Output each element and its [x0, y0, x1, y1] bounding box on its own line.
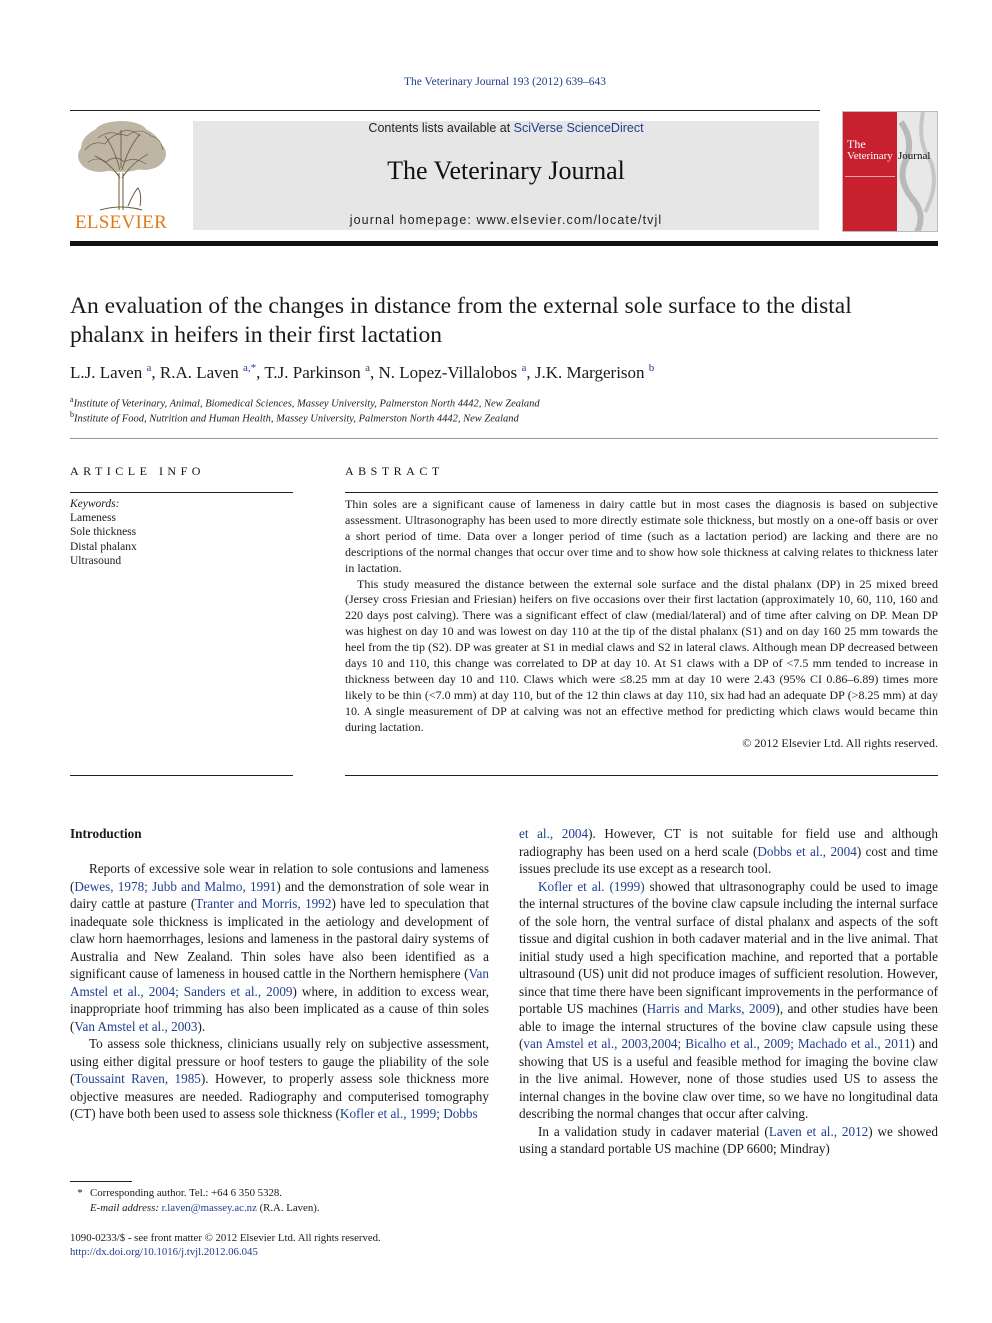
introduction-heading: Introduction: [70, 826, 142, 841]
keyword: Ultrasound: [70, 554, 122, 567]
affiliation-a: [70, 395, 938, 410]
header-thick-rule: [70, 241, 938, 246]
issn-line: 1090-0233/$ - see front matter © 2012 Elsevier Ltd. All rights reserved.: [70, 1232, 381, 1244]
affiliation-b: [70, 410, 938, 425]
cover-title-line1: The: [847, 137, 866, 151]
body-left-column: [70, 825, 489, 1123]
citation-link[interactable]: Dobbs et al., 2004: [757, 843, 857, 859]
cover-title-line3: Journal: [898, 150, 931, 162]
body-paragraph: [519, 825, 938, 878]
affiliation-marker: b: [70, 410, 74, 419]
body-right-column: [519, 825, 938, 1158]
journal-homepage[interactable]: journal homepage: www.elsevier.com/locate/tvjl: [349, 213, 663, 227]
citation-link[interactable]: Laven et al., 2012: [768, 1123, 869, 1139]
body-text: ).: [197, 1018, 206, 1034]
citation-link[interactable]: van Amstel et al., 2003,2004; Bicalho et al., 2009; Machado et al., 2011: [523, 1036, 911, 1051]
abstract-paragraph: This study measured the distance between the external sole surface and the distal phalanx (DP) in 25 mixed breed (Jersey cross Friesian and Friesian) heifers on five occasions over their first lactation (approximately 10, 60, 110, 160 and 220 days post calving). There was a significant effect of claw (medial/lateral) and of time after calving on DP. Mean DP was highest on day 10 and was lowest on day 110 at the tip of the distal phalanx (S1) and on day 160 25 mm towards the heel from the tip (S2). DP was greater at S1 in medial claws and S2 in lateral claws. Although mean DP decreased between days 10 and 110, this change was correlated to DP at day 10. At S1 claws with a DP of <7.5 mm tended to increase in thickness between day 10 and 110. Claws which were ≤8.25 mm at day 10 were 2.43 (95% CI 0.86–6.89) times more likely to be thin (<7.0 mm) at day 110, but of the 12 thin claws at day 110, six had had an adequate DP (>8.25 mm) at day 10. A single measurement of DP at calving was not an effective method for predicting which claws would became thin during lactation.: [345, 576, 938, 734]
elsevier-tree-icon: [70, 118, 172, 212]
email-label: E-mail address:: [90, 1202, 159, 1214]
body-text: ) and showing that US is a useful and feasible method for imaging the bovine claw in the live animal. However, none of those studies used US to assess the internal changes in the bovine claw over time, so we have no longitudinal data describing the normal changes that occur after calving.: [519, 1036, 938, 1121]
body-paragraph: [519, 878, 938, 1123]
abstract-body: [345, 497, 938, 752]
citation-link[interactable]: et al., 2004: [519, 826, 589, 841]
body-text: ) cost and time issues preclude its use except as a research tool.: [519, 843, 938, 876]
keyword: Lameness: [70, 512, 116, 525]
author-affil-marker[interactable]: a: [146, 362, 152, 374]
email-owner: (R.A. Laven).: [259, 1202, 320, 1214]
citation-link[interactable]: Kofler et al., 1999; Dobbs: [339, 1106, 478, 1121]
keywords-label: Keywords:: [70, 498, 120, 510]
author-name[interactable]: L.J. Laven: [70, 363, 143, 382]
author-name[interactable]: T.J. Parkinson: [264, 363, 361, 382]
abstract-paragraph: Thin soles are a significant cause of lameness in dairy cattle but in most cases the diagnosis is based on subjective assessment. Ultrasonography has been used to more directly estimate sole thickness, but mostly on a one-off basis or over a short period of time. Data over a longer period of time (such as a lactation period) are lacking and there are no descriptions of the normal changes that occur over time and to show how sole thickness at calving relates to thickness later in lactation.: [345, 497, 938, 575]
body-paragraph: [70, 860, 489, 1035]
body-text: ) we showed using a standard portable US machine (DP 6600; Mindray): [519, 1123, 939, 1156]
doi-link[interactable]: http://dx.doi.org/10.1016/j.tvjl.2012.06.045: [70, 1246, 258, 1258]
affiliation-text: Institute of Food, Nutrition and Human Health, Massey University, Palmerston North 4442, New Zealand: [74, 413, 519, 425]
affiliation-text: Institute of Veterinary, Animal, Biomedical Sciences, Massey University, Palmerston North 4442, New Zealand: [73, 398, 540, 410]
cover-image: [843, 112, 938, 232]
citation-link[interactable]: Dewes, 1978; Jubb and Malmo, 1991: [74, 878, 277, 894]
corresponding-text: Corresponding author. Tel.: +64 6 350 5328.: [90, 1187, 282, 1199]
affiliation-marker: a: [70, 395, 74, 404]
citation-link[interactable]: Van Amstel et al., 2004; Sanders et al., 2009: [70, 966, 489, 999]
article-title: An evaluation of the changes in distance from the external sole surface to the distal phalanx in heifers in their first lactation: [70, 293, 852, 348]
author-affil-marker[interactable]: a,*: [242, 362, 257, 374]
front-matter: [70, 1231, 490, 1259]
keywords-block: [70, 497, 293, 568]
body-text: ) have led to speculation that inadequate sole thickness is implicated in the aetiology and development of claw horn haemorrhages, lesions and lameness in the pastoral dairy systems of Australia and New Zealand. Thin soles have also been identified as a significant cause of lameness in housed cattle in the Northern hemisphere (: [70, 896, 490, 981]
author-affil-marker[interactable]: b: [648, 362, 655, 374]
body-text: ). However, CT is not suitable for field use and although radiography has been used on a herd scale (: [519, 826, 938, 859]
body-text: showed that ultrasonography could be used to image the internal structures of the bovine claw capsule including the internal surface of the sole horn, the ventral surface of distal phalanx and aspects of the soft tissue and digital cushion in both cadaver material and in the live animal. That initial study used a high specification machine, and reported that a portable ultrasound (US) unit did not produce images of sufficient resolution. However, since that time there have been significant improvements in the performance of portable US machines (: [519, 878, 938, 1016]
citation-link[interactable]: Harris and Marks, 2009: [646, 1001, 776, 1016]
body-text: Reports of excessive sole wear in relation to sole contusions and lameness (: [70, 861, 489, 894]
cover-title-line2: Veterinary: [847, 150, 893, 162]
keyword: Sole thickness: [70, 526, 137, 539]
body-paragraph: [519, 1123, 938, 1158]
corresponding-author-footnote: [70, 1186, 490, 1216]
author-name[interactable]: N. Lopez-Villalobos: [378, 363, 518, 382]
article-info-rule: [70, 492, 293, 493]
contents-prefix: Contents lists available at: [368, 121, 514, 135]
author-affil-marker[interactable]: a: [521, 362, 527, 374]
body-text: In a validation study in cadaver material (: [538, 1123, 769, 1139]
citation-link[interactable]: Kofler et al. (1999): [538, 878, 645, 894]
journal-cover-thumbnail[interactable]: [842, 111, 938, 232]
contents-line: [193, 121, 819, 135]
body-text: ), and other studies have been able to image the internal structures of the bovine claw capsule using these (: [519, 1001, 938, 1051]
body-text: ) where, in addition to excess wear, inappropriate hoof trimming has also been implicated as a cause of thin soles (: [70, 983, 489, 1034]
footnote-star: *: [77, 1187, 83, 1199]
journal-name: The Veterinary Journal: [387, 156, 625, 185]
author-name[interactable]: J.K. Margerison: [534, 363, 645, 382]
email-link[interactable]: r.laven@massey.ac.nz: [161, 1202, 257, 1214]
journal-citation[interactable]: The Veterinary Journal 193 (2012) 639–643: [404, 76, 606, 88]
author-affil-marker[interactable]: a: [365, 362, 370, 374]
header-top-rule: [70, 110, 820, 111]
citation-link[interactable]: Tranter and Morris, 1992: [195, 896, 332, 911]
body-text: ). However, to properly assess sole thickness more objective measures are needed. Radiography and computerised tomography (CT) have both been used to assess sole thickness (: [70, 1071, 489, 1121]
citation-link[interactable]: Van Amstel et al., 2003: [74, 1018, 198, 1034]
article-info-heading: ARTICLE INFO: [70, 464, 205, 478]
article-info-bottom-rule: [70, 775, 293, 776]
sciencedirect-link[interactable]: SciVerse ScienceDirect: [513, 121, 644, 135]
abstract-rule: [345, 492, 938, 493]
affiliation-rule: [70, 438, 938, 439]
author-name[interactable]: R.A. Laven: [159, 363, 239, 382]
abstract-heading: ABSTRACT: [345, 464, 444, 478]
abstract-copyright: © 2012 Elsevier Ltd. All rights reserved.: [742, 735, 938, 750]
citation-link[interactable]: Toussaint Raven, 1985: [74, 1071, 201, 1086]
footnote-rule: [70, 1181, 132, 1182]
elsevier-wordmark: ELSEVIER: [74, 212, 168, 233]
body-text: To assess sole thickness, clinicians usually rely on subjective assessment, using either digital pressure or hoof testers to gauge the pliability of the sole (: [70, 1036, 489, 1086]
body-paragraph: [70, 1035, 489, 1123]
abstract-bottom-rule: [345, 775, 938, 776]
body-text: ) and the demonstration of sole wear in dairy cattle at pasture (: [70, 878, 489, 911]
keyword: Distal phalanx: [70, 540, 137, 553]
author-list: L.J. Laven $^a$, R.A. Laven $^{a,*}$, T.J. Parkinson $^a$, N. Lopez-Villalobos $^a$, J.K. Margerison $^b$: [70, 362, 655, 382]
